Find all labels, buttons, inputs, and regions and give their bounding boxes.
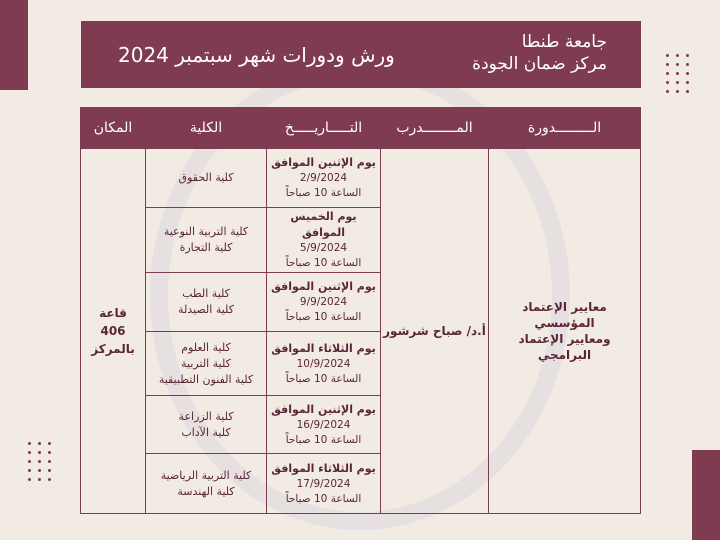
university-block	[472, 31, 607, 75]
col-header-course: الـــــــــدورة	[489, 108, 641, 149]
date-cell: يوم الثلاثاء الموافق 10/9/2024 الساعة 10 صباحاً	[267, 332, 381, 396]
trainer-cell: أ.د/ صباح شرشور	[381, 149, 489, 514]
date-cell: يوم الخميس الموافق 5/9/2024 الساعة 10 صباحاً	[267, 208, 381, 273]
right-accent-bar	[692, 450, 720, 540]
schedule-table	[80, 107, 641, 514]
faculty-cell: كلية الزراعة كلية الآداب	[146, 396, 267, 454]
faculty-cell: كلية الطب كلية الصيدلة	[146, 273, 267, 332]
place-cell: قاعة 406 بالمركز	[81, 149, 146, 514]
date-cell: يوم الإثنين الموافق 9/9/2024 الساعة 10 صباحاً	[267, 273, 381, 332]
course-line: معايير الإعتماد المؤسسي	[522, 300, 607, 330]
dot-grid-bottom-left	[28, 442, 52, 481]
course-cell	[489, 149, 641, 514]
date-cell: يوم الإثنين الموافق 2/9/2024 الساعة 10 صباحاً	[267, 149, 381, 208]
table-row	[81, 149, 641, 208]
faculty-cell: كلية الحقوق	[146, 149, 267, 208]
date-cell: يوم الإثنين الموافق 16/9/2024 الساعة 10 صباحاً	[267, 396, 381, 454]
faculty-cell: كلية العلوم كلية التربية كلية الفنون التطبيقية	[146, 332, 267, 396]
left-accent-bar	[0, 0, 28, 90]
center-name: مركز ضمان الجودة	[472, 54, 607, 74]
date-cell: يوم الثلاثاء الموافق 17/9/2024 الساعة 10 صباحاً	[267, 454, 381, 514]
col-header-faculty: الكلية	[146, 108, 267, 149]
faculty-cell: كلية التربية الرياضية كلية الهندسة	[146, 454, 267, 514]
col-header-place: المكان	[81, 108, 146, 149]
header-banner	[81, 21, 641, 88]
col-header-trainer: المــــــــدرب	[381, 108, 489, 149]
page-title: ورش ودورات شهر سبتمبر 2024	[118, 43, 395, 67]
dot-grid-top-right	[666, 54, 690, 93]
course-line: ومعايير الإعتماد البرامجي	[518, 332, 611, 362]
faculty-cell: كلية التربية النوعية كلية التجارة	[146, 208, 267, 273]
col-header-date: التـــــاريـــــخ	[267, 108, 381, 149]
university-name: جامعة طنطا	[521, 32, 607, 52]
table-header-row	[81, 108, 641, 149]
